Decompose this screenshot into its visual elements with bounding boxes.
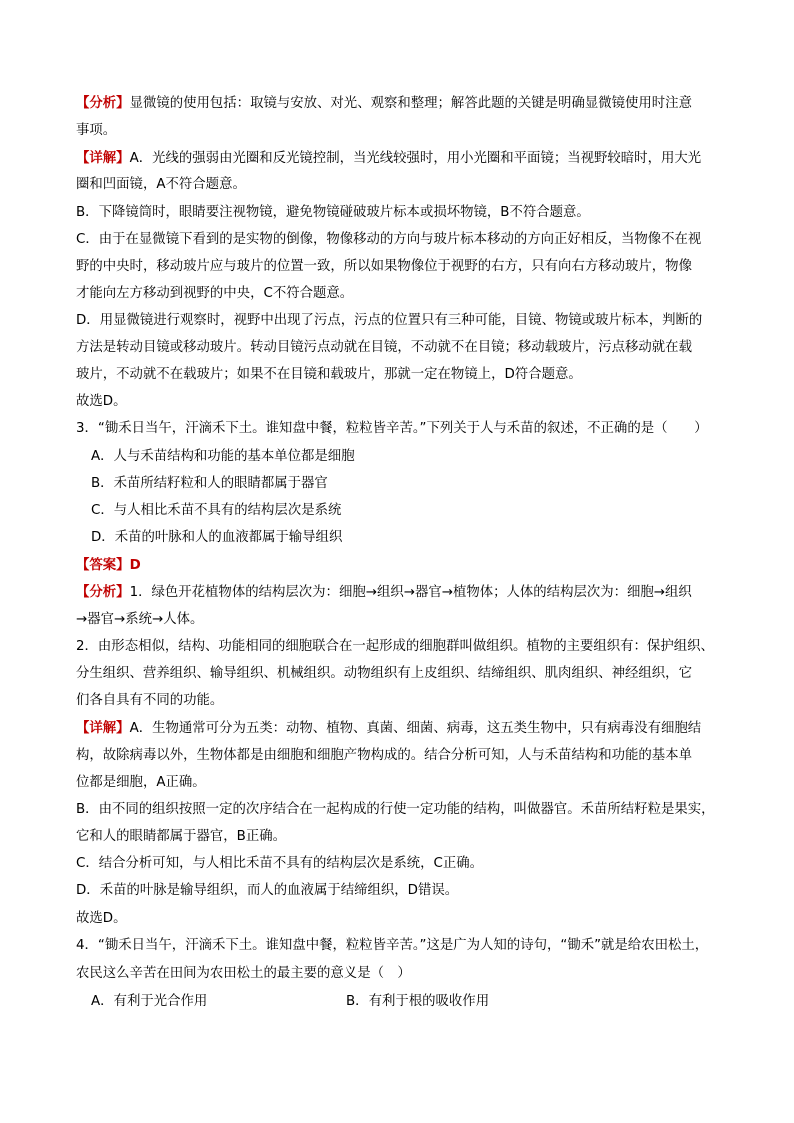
q3-detail-a3: 位都是细胞，A正确。 bbox=[76, 775, 206, 790]
q2-detail-d3: 玻片，不动就不在载玻片；如果不在目镜和载玻片，那就一定在物镜上，D符合题意。 bbox=[76, 367, 582, 382]
q2-detail-c3: 才能向左方移动到视野的中央，C不符合题意。 bbox=[76, 286, 354, 301]
q3-analysis-line-2: →器官→系统→人体。 bbox=[76, 612, 204, 627]
q3-choose: 故选D。 bbox=[76, 911, 127, 926]
analysis-tag: 【分析】 bbox=[76, 585, 130, 600]
q3-analysis-line-3: 2．由形态相似，结构、功能相同的细胞联合在一起形成的细胞群叫做组织。植物的主要组织有：保护组织、 bbox=[76, 639, 714, 654]
q4-option-a: A．有利于光合作用 bbox=[91, 994, 208, 1009]
q2-analysis-line-2: 事项。 bbox=[76, 123, 117, 138]
q4-stem-line-1: 4．“锄禾日当午，汗滴禾下土。谁知盘中餐，粒粒皆辛苦。”这是广为人知的诗句，“锄禾”就是给农田松土， bbox=[76, 938, 709, 953]
q4-option-b: B．有利于根的吸收作用 bbox=[346, 994, 490, 1009]
detail-tag: 【详解】 bbox=[76, 721, 130, 736]
q2-detail-line-1: 【详解】A．光线的强弱由光圈和反光镜控制，当光线较强时，用小光圈和平面镜；当视野较暗时，用大光 bbox=[76, 151, 702, 166]
q4-stem-line-2: 农民这么辛苦在田间为农田松土的最主要的意义是（ ） bbox=[76, 966, 411, 981]
q2-detail-d2: 方法是转动目镜或移动玻片。转动目镜污点动就在目镜，不动就不在目镜；移动载玻片，污点移动就在载 bbox=[76, 340, 692, 355]
q3-option-d: D．禾苗的叶脉和人的血液都属于输导组织 bbox=[91, 530, 343, 545]
answer-tag: 【答案】 bbox=[76, 558, 130, 573]
q3-detail-line-1: 【详解】A．生物通常可分为五类：动物、植物、真菌、细菌、病毒，这五类生物中，只有病毒没有细胞结 bbox=[76, 721, 702, 736]
q2-detail-b: B．下降镜筒时，眼睛要注视物镜，避免物镜碰破玻片标本或损坏物镜，B不符合题意。 bbox=[76, 205, 590, 220]
q3-option-c: C．与人相比禾苗不具有的结构层次是系统 bbox=[91, 503, 342, 518]
q3-option-a: A．人与禾苗结构和功能的基本单位都是细胞 bbox=[91, 449, 355, 464]
q3-detail-d: D．禾苗的叶脉是输导组织，而人的血液属于结缔组织，D错误。 bbox=[76, 883, 459, 898]
q3-option-b: B．禾苗所结籽粒和人的眼睛都属于器官 bbox=[91, 476, 328, 491]
q3-detail-a2: 构，故除病毒以外，生物体都是由细胞和细胞产物构成的。结合分析可知，人与禾苗结构和功能的基本单 bbox=[76, 748, 692, 763]
q3-analysis-line-5: 们各自具有不同的功能。 bbox=[76, 693, 224, 708]
q2-detail-c1: C．由于在显微镜下看到的是实物的倒像，物像移动的方向与玻片标本移动的方向正好相反，当物像不在视 bbox=[76, 232, 702, 247]
q2-detail-line-2: 圈和凹面镜，A不符合题意。 bbox=[76, 177, 246, 192]
q3-detail-c: C．结合分析可知，与人相比禾苗不具有的结构层次是系统，C正确。 bbox=[76, 856, 484, 871]
q2-choose: 故选D。 bbox=[76, 394, 127, 409]
q3-stem: 3．“锄禾日当午，汗滴禾下土。谁知盘中餐，粒粒皆辛苦。”下列关于人与禾苗的叙述，不正确的是（ ） bbox=[76, 421, 708, 436]
q2-detail-d1: D．用显微镜进行观察时，视野中出现了污点，污点的位置只有三种可能，目镜、物镜或玻片标本，判断的 bbox=[76, 313, 703, 328]
q3-detail-b2: 它和人的眼睛都属于器官，B正确。 bbox=[76, 829, 287, 844]
q3-answer bbox=[76, 558, 141, 574]
q3-detail-b1: B．由不同的组织按照一定的次序结合在一起构成的行使一定功能的结构，叫做器官。禾苗所结籽粒是果实， bbox=[76, 802, 715, 817]
q2-detail-c2: 野的中央时，移动玻片应与玻片的位置一致，所以如果物像位于视野的右方，只有向右方移动玻片，物像 bbox=[76, 259, 692, 274]
answer-value: D bbox=[129, 558, 141, 573]
q3-analysis-line-1: 【分析】1．绿色开花植物体的结构层次为：细胞→组织→器官→植物体；人体的结构层次为：细胞→组织 bbox=[76, 585, 692, 600]
q3-analysis-line-4: 分生组织、营养组织、输导组织、机械组织。动物组织有上皮组织、结缔组织、肌肉组织、神经组织，它 bbox=[76, 666, 692, 681]
detail-tag: 【详解】 bbox=[76, 151, 130, 166]
analysis-tag: 【分析】 bbox=[76, 96, 130, 111]
q2-analysis-line-1: 【分析】显微镜的使用包括：取镜与安放、对光、观察和整理；解答此题的关键是明确显微镜使用时注意 bbox=[76, 96, 692, 111]
